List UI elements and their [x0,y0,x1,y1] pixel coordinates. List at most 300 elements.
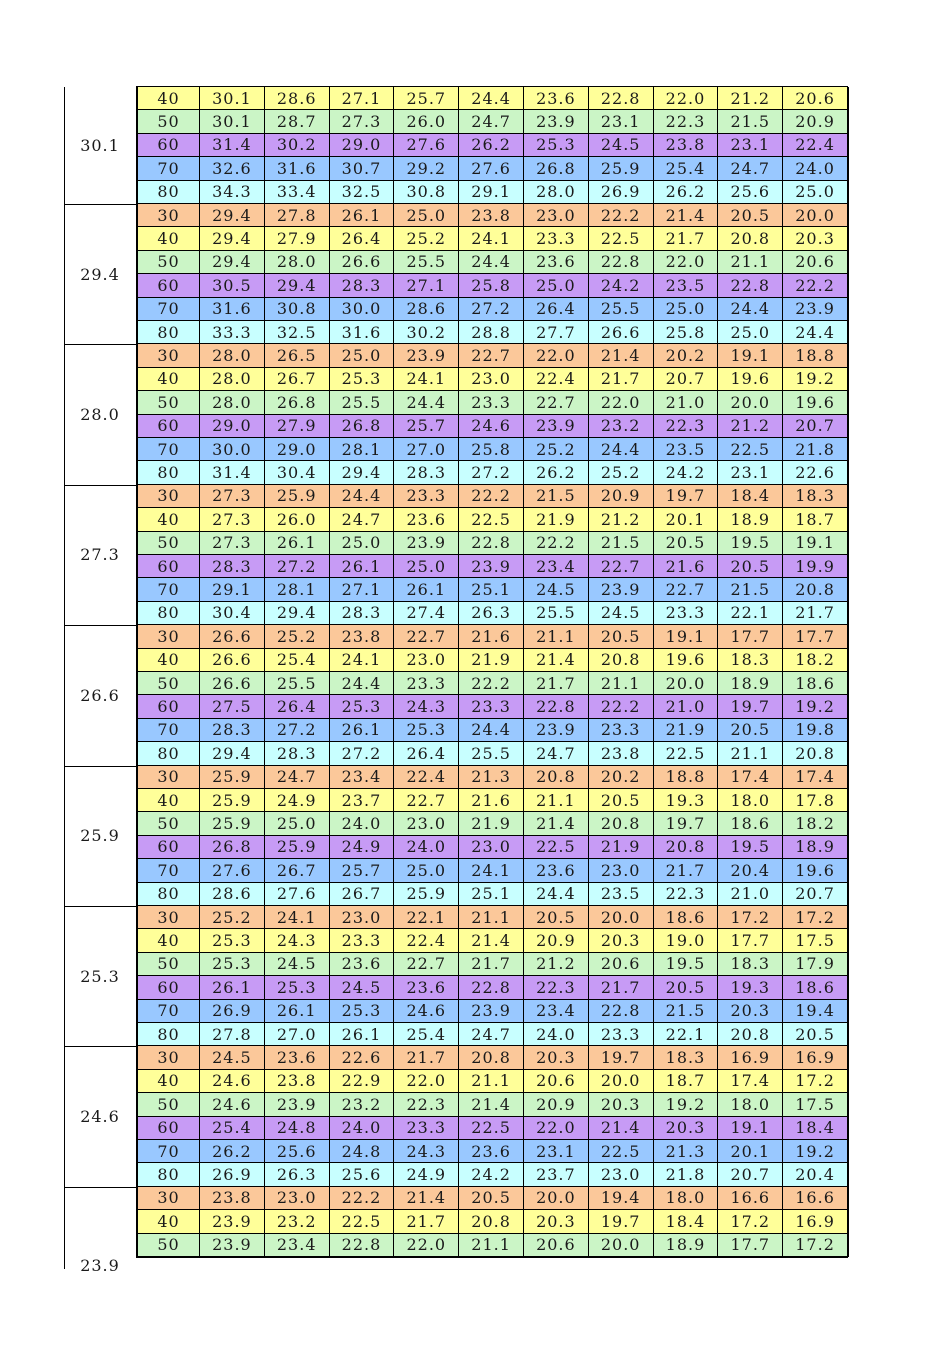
row-header-cell: 50 [136,532,200,555]
value-cell: 23.0 [459,836,524,859]
value-cell: 22.3 [654,110,719,133]
value-cell: 25.0 [783,181,848,204]
value-cell: 30.8 [394,181,459,204]
value-cell: 19.0 [654,929,719,952]
table-row [136,110,848,133]
value-cell: 22.5 [654,742,719,765]
row-header-cell: 80 [136,1163,200,1186]
table-row [136,274,848,297]
value-cell: 17.8 [783,789,848,812]
value-cell: 22.2 [589,695,654,718]
value-cell: 20.0 [589,1070,654,1093]
value-cell: 20.8 [524,766,589,789]
value-cell: 26.2 [459,134,524,157]
value-cell: 24.4 [459,251,524,274]
value-cell: 20.6 [524,1234,589,1257]
value-cell: 25.5 [589,298,654,321]
value-cell: 25.4 [200,1117,265,1140]
value-cell: 22.4 [524,368,589,391]
value-cell: 24.4 [330,485,395,508]
value-cell: 33.3 [200,321,265,344]
value-cell: 20.2 [589,766,654,789]
value-cell: 25.2 [589,461,654,484]
value-cell: 22.8 [459,532,524,555]
value-cell: 21.5 [589,532,654,555]
value-cell: 25.0 [330,532,395,555]
value-cell: 21.4 [459,929,524,952]
value-cell: 28.6 [200,883,265,906]
value-cell: 19.1 [718,1117,783,1140]
value-cell: 21.2 [524,953,589,976]
value-cell: 21.1 [459,906,524,929]
value-cell: 20.5 [589,625,654,648]
table-row [136,485,848,508]
value-cell: 30.7 [330,157,395,180]
value-cell: 22.5 [589,227,654,250]
value-cell: 24.9 [394,1163,459,1186]
value-cell: 26.0 [265,508,330,531]
value-cell: 29.4 [265,602,330,625]
value-cell: 26.8 [524,157,589,180]
value-cell: 23.4 [265,1234,330,1257]
table-row [136,1000,848,1023]
value-cell: 30.1 [200,87,265,110]
table-row [136,859,848,882]
table-row [136,415,848,438]
value-cell: 19.1 [718,344,783,367]
value-cell: 26.7 [265,859,330,882]
value-cell: 21.7 [524,672,589,695]
value-cell: 18.0 [718,789,783,812]
value-cell: 20.9 [524,1093,589,1116]
value-cell: 22.8 [330,1234,395,1257]
value-cell: 25.7 [394,87,459,110]
value-cell: 20.0 [524,1187,589,1210]
value-cell: 20.0 [589,1234,654,1257]
value-cell: 23.3 [589,1023,654,1046]
table-row [136,1234,848,1257]
value-cell: 23.9 [394,344,459,367]
value-cell: 17.9 [783,953,848,976]
value-cell: 30.8 [265,298,330,321]
value-cell: 21.1 [459,1070,524,1093]
row-header-cell: 50 [136,110,200,133]
value-cell: 24.0 [783,157,848,180]
row-header-cell: 50 [136,1093,200,1116]
value-cell: 28.3 [200,719,265,742]
value-cell: 23.0 [589,859,654,882]
value-cell: 22.1 [654,1023,719,1046]
value-cell: 27.1 [330,87,395,110]
value-cell: 25.4 [265,649,330,672]
value-cell: 28.1 [265,578,330,601]
value-cell: 20.6 [783,251,848,274]
value-cell: 25.0 [330,344,395,367]
value-cell: 21.3 [459,766,524,789]
value-cell: 24.1 [459,227,524,250]
row-header-cell: 50 [136,1234,200,1257]
value-cell: 22.7 [459,344,524,367]
table-row [136,695,848,718]
value-cell: 18.0 [718,1093,783,1116]
value-cell: 23.9 [200,1234,265,1257]
value-cell: 21.8 [783,438,848,461]
value-cell: 19.6 [783,391,848,414]
value-cell: 20.3 [654,1117,719,1140]
value-cell: 23.9 [265,1093,330,1116]
group-label: 26.6 [80,685,120,705]
value-cell: 21.1 [524,789,589,812]
value-cell: 26.2 [200,1140,265,1163]
value-cell: 29.4 [200,251,265,274]
row-header-cell: 60 [136,1117,200,1140]
value-cell: 31.4 [200,134,265,157]
value-cell: 29.4 [200,204,265,227]
value-cell: 24.4 [524,883,589,906]
value-cell: 18.6 [654,906,719,929]
value-cell: 23.3 [394,1117,459,1140]
value-cell: 22.6 [783,461,848,484]
value-cell: 20.8 [718,1023,783,1046]
value-cell: 26.1 [330,555,395,578]
value-cell: 22.0 [394,1234,459,1257]
value-cell: 29.4 [265,274,330,297]
value-cell: 21.7 [654,859,719,882]
value-cell: 20.7 [654,368,719,391]
row-header-cell: 40 [136,508,200,531]
value-cell: 27.9 [265,227,330,250]
value-cell: 22.8 [459,976,524,999]
row-header-cell: 60 [136,836,200,859]
value-cell: 25.8 [654,321,719,344]
value-cell: 20.5 [718,719,783,742]
row-header-cell: 80 [136,321,200,344]
value-cell: 21.7 [654,227,719,250]
value-cell: 21.3 [654,1140,719,1163]
row-header-cell: 30 [136,906,200,929]
value-cell: 21.0 [718,883,783,906]
value-cell: 18.6 [783,672,848,695]
value-cell: 28.6 [394,298,459,321]
value-cell: 21.2 [718,415,783,438]
value-cell: 22.7 [394,953,459,976]
value-cell: 22.1 [718,602,783,625]
value-cell: 24.7 [718,157,783,180]
value-cell: 23.6 [524,859,589,882]
value-cell: 17.7 [718,1234,783,1257]
value-cell: 21.9 [524,508,589,531]
value-cell: 20.3 [589,929,654,952]
value-cell: 30.4 [265,461,330,484]
value-cell: 22.5 [524,836,589,859]
value-cell: 27.1 [330,578,395,601]
value-cell: 22.5 [459,508,524,531]
value-cell: 28.3 [200,555,265,578]
value-cell: 31.6 [200,298,265,321]
row-header-cell: 30 [136,485,200,508]
row-header-cell: 70 [136,298,200,321]
row-header-cell: 60 [136,134,200,157]
row-header-cell: 40 [136,929,200,952]
value-cell: 20.5 [654,532,719,555]
row-header-cell: 30 [136,625,200,648]
value-cell: 23.3 [459,695,524,718]
value-cell: 21.1 [589,672,654,695]
value-cell: 22.7 [654,578,719,601]
table-bottom-border [136,1256,848,1258]
value-cell: 21.9 [459,812,524,835]
value-cell: 22.1 [394,906,459,929]
value-cell: 20.3 [524,1046,589,1069]
value-cell: 17.7 [718,625,783,648]
row-header-cell: 40 [136,1070,200,1093]
table-row [136,227,848,250]
value-cell: 22.8 [524,695,589,718]
value-cell: 25.3 [200,929,265,952]
value-cell: 24.0 [394,836,459,859]
value-cell: 28.3 [330,602,395,625]
value-cell: 24.7 [330,508,395,531]
row-header-cell: 60 [136,415,200,438]
value-cell: 23.2 [589,415,654,438]
value-cell: 23.1 [718,461,783,484]
value-cell: 19.8 [783,719,848,742]
value-cell: 25.5 [524,602,589,625]
value-cell: 25.2 [524,438,589,461]
value-cell: 32.5 [330,181,395,204]
value-cell: 23.9 [524,110,589,133]
value-cell: 26.1 [330,719,395,742]
table-row [136,298,848,321]
value-cell: 23.9 [589,578,654,601]
value-cell: 25.1 [459,883,524,906]
value-cell: 18.9 [783,836,848,859]
value-cell: 24.1 [459,859,524,882]
value-cell: 22.2 [524,532,589,555]
value-cell: 20.3 [524,1210,589,1233]
value-cell: 26.4 [394,742,459,765]
value-cell: 23.6 [459,1140,524,1163]
value-cell: 29.0 [330,134,395,157]
value-cell: 28.0 [200,344,265,367]
value-cell: 19.1 [783,532,848,555]
value-cell: 22.8 [589,1000,654,1023]
value-cell: 22.0 [654,87,719,110]
value-cell: 26.9 [200,1163,265,1186]
table-row [136,181,848,204]
row-header-cell: 60 [136,976,200,999]
row-header-cell: 40 [136,1210,200,1233]
value-cell: 24.7 [265,766,330,789]
group-label: 29.4 [80,264,120,284]
value-cell: 21.9 [459,649,524,672]
value-cell: 26.2 [654,181,719,204]
value-cell: 16.6 [783,1187,848,1210]
value-cell: 22.2 [783,274,848,297]
value-cell: 17.4 [783,766,848,789]
value-cell: 28.3 [330,274,395,297]
value-cell: 20.8 [783,578,848,601]
value-cell: 16.9 [718,1046,783,1069]
value-cell: 22.7 [394,789,459,812]
value-cell: 20.9 [783,110,848,133]
value-cell: 26.8 [200,836,265,859]
value-cell: 26.7 [330,883,395,906]
value-cell: 26.8 [330,415,395,438]
group-label: 28.0 [80,405,120,425]
table-row [136,555,848,578]
value-cell: 25.3 [200,953,265,976]
table-row [136,87,848,110]
value-cell: 20.3 [783,227,848,250]
value-cell: 29.4 [200,227,265,250]
value-cell: 28.0 [524,181,589,204]
value-cell: 23.6 [394,976,459,999]
table-row [136,1093,848,1116]
value-cell: 26.1 [330,1023,395,1046]
row-header-cell: 50 [136,391,200,414]
row-header-cell: 80 [136,883,200,906]
value-cell: 23.3 [589,719,654,742]
value-cell: 26.0 [394,110,459,133]
value-cell: 19.5 [654,953,719,976]
value-cell: 22.0 [524,1117,589,1140]
value-cell: 27.3 [200,508,265,531]
value-cell: 31.6 [265,157,330,180]
value-cell: 27.8 [200,1023,265,1046]
value-cell: 24.5 [589,602,654,625]
value-cell: 25.9 [394,883,459,906]
value-cell: 26.6 [200,625,265,648]
value-cell: 26.6 [200,649,265,672]
group-label: 25.3 [80,966,120,986]
value-cell: 31.4 [200,461,265,484]
value-cell: 19.6 [783,859,848,882]
group-label: 25.9 [80,826,120,846]
value-cell: 27.2 [265,555,330,578]
value-cell: 22.4 [783,134,848,157]
value-cell: 22.9 [330,1070,395,1093]
value-cell: 24.6 [459,415,524,438]
value-cell: 25.3 [330,368,395,391]
value-cell: 26.1 [265,1000,330,1023]
value-cell: 21.7 [394,1210,459,1233]
value-cell: 21.4 [654,204,719,227]
value-cell: 18.2 [783,649,848,672]
value-cell: 27.2 [265,719,330,742]
value-cell: 18.0 [654,1187,719,1210]
value-cell: 25.0 [718,321,783,344]
value-cell: 24.5 [200,1046,265,1069]
value-cell: 23.9 [524,719,589,742]
value-cell: 17.4 [718,1070,783,1093]
value-cell: 22.2 [589,204,654,227]
value-cell: 27.4 [394,602,459,625]
value-cell: 28.0 [265,251,330,274]
value-cell: 24.7 [524,742,589,765]
value-cell: 17.5 [783,929,848,952]
value-cell: 25.5 [330,391,395,414]
value-cell: 29.1 [200,578,265,601]
value-cell: 28.7 [265,110,330,133]
value-cell: 25.0 [654,298,719,321]
row-header-cell: 40 [136,227,200,250]
value-cell: 27.7 [524,321,589,344]
value-cell: 19.5 [718,836,783,859]
value-cell: 32.6 [200,157,265,180]
value-cell: 26.9 [589,181,654,204]
value-cell: 24.6 [200,1093,265,1116]
value-cell: 19.6 [718,368,783,391]
value-cell: 20.0 [783,204,848,227]
group-label: 30.1 [80,136,120,155]
value-cell: 27.9 [265,415,330,438]
value-cell: 24.4 [330,672,395,695]
value-cell: 22.5 [330,1210,395,1233]
value-cell: 34.3 [200,181,265,204]
value-cell: 21.5 [654,1000,719,1023]
value-cell: 20.3 [589,1093,654,1116]
value-cell: 27.2 [330,742,395,765]
table-row [136,321,848,344]
value-cell: 19.2 [783,368,848,391]
value-cell: 20.6 [783,87,848,110]
value-cell: 26.6 [200,672,265,695]
row-header-cell: 60 [136,274,200,297]
value-cell: 25.2 [265,625,330,648]
value-cell: 20.5 [589,789,654,812]
value-cell: 25.6 [330,1163,395,1186]
row-header-cell: 50 [136,672,200,695]
value-cell: 26.9 [200,1000,265,1023]
value-cell: 23.5 [654,438,719,461]
table-row [136,1140,848,1163]
value-cell: 21.4 [459,1093,524,1116]
table-row [136,976,848,999]
value-cell: 25.9 [265,836,330,859]
value-cell: 16.9 [783,1210,848,1233]
row-header-cell: 80 [136,181,200,204]
value-cell: 21.5 [718,578,783,601]
value-cell: 18.9 [654,1234,719,1257]
value-cell: 27.6 [200,859,265,882]
value-cell: 29.1 [459,181,524,204]
value-cell: 20.8 [589,649,654,672]
value-cell: 17.2 [783,906,848,929]
value-cell: 20.0 [718,391,783,414]
value-cell: 25.9 [200,812,265,835]
value-cell: 23.9 [200,1210,265,1233]
value-cell: 25.3 [330,695,395,718]
value-cell: 20.4 [783,1163,848,1186]
row-header-cell: 40 [136,87,200,110]
value-cell: 27.1 [394,274,459,297]
value-cell: 18.2 [783,812,848,835]
value-cell: 20.0 [589,906,654,929]
value-cell: 19.7 [654,812,719,835]
value-cell: 23.3 [394,485,459,508]
value-cell: 23.5 [589,883,654,906]
value-cell: 19.7 [589,1210,654,1233]
value-cell: 20.5 [718,204,783,227]
value-cell: 24.8 [330,1140,395,1163]
row-header-cell: 70 [136,1140,200,1163]
value-cell: 17.2 [718,906,783,929]
value-cell: 24.6 [200,1070,265,1093]
value-cell: 23.5 [654,274,719,297]
value-cell: 19.2 [783,695,848,718]
value-cell: 17.2 [783,1234,848,1257]
